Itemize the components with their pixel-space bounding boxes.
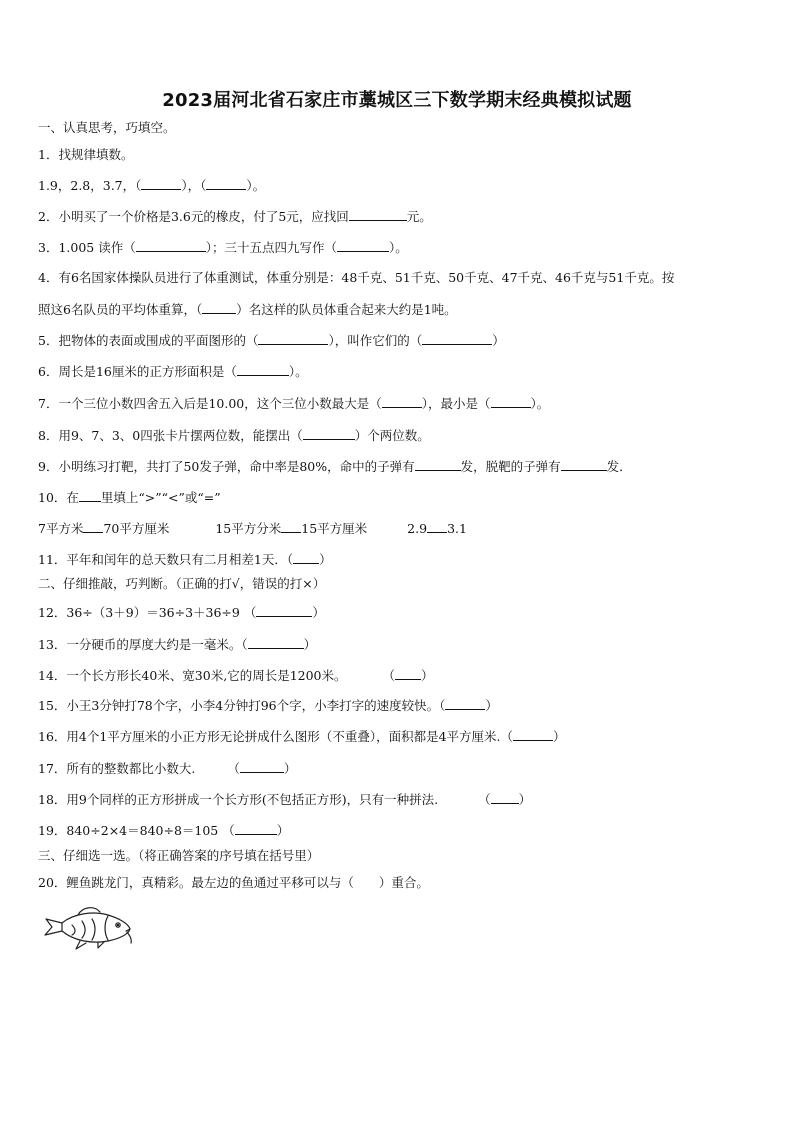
q19-text-1: 19．840÷2×4＝840÷8＝105 （ (38, 823, 235, 838)
q13-blank[interactable] (248, 636, 304, 649)
q16-blank[interactable] (513, 728, 553, 741)
q9-text-2: 发，脱靶的子弹有 (460, 459, 561, 474)
question-14 (38, 667, 434, 684)
q17-text-2: （ (227, 761, 240, 776)
question-16 (38, 728, 566, 745)
q18-text-2: （ (478, 792, 491, 807)
q17-text-3: ） (283, 761, 297, 776)
q1-blank-2[interactable] (206, 177, 246, 190)
q4-blank[interactable] (202, 301, 236, 314)
q13-text-1: 13．一分硬币的厚度大约是一毫米。（ (38, 637, 248, 652)
q10-text-1: 10．在 (38, 490, 79, 505)
question-3 (38, 239, 408, 256)
q14-text-3: ） (421, 668, 434, 683)
q19-blank[interactable] (235, 822, 277, 835)
q8-text-2: ）个两位数。 (354, 428, 430, 443)
q3-blank-2[interactable] (337, 239, 389, 252)
q12-text-2: ） (312, 605, 325, 620)
question-13 (38, 636, 316, 653)
q11-text-2: ） (319, 552, 332, 567)
q19-text-2: ） (276, 823, 290, 838)
q10-blank-2[interactable] (281, 520, 301, 533)
question-1-prompt: 1．找规律填数。 (38, 147, 134, 162)
q12-text-1: 12．36÷（3＋9）＝36÷3＋36÷9 （ (38, 605, 257, 620)
question-8 (38, 427, 430, 444)
question-20: 20．鲤鱼跳龙门，真精彩。最左边的鱼通过平移可以与（ ）重合。 (38, 875, 429, 890)
question-10-items (38, 520, 467, 537)
q10-item-1-right: 70平方厘米 (103, 521, 170, 536)
q1-text-2: ），（ (181, 178, 207, 193)
q9-text-1: 9．小明练习打靶，共打了50发子弹，命中率是80%，命中的子弹有 (38, 459, 415, 474)
q9-text-3: 发． (606, 459, 632, 474)
q5-text-3: ） (492, 333, 505, 348)
question-4-line-2 (38, 301, 457, 318)
question-15 (38, 697, 498, 714)
q2-text-2: 元。 (406, 209, 432, 224)
q9-blank-1[interactable] (415, 458, 461, 471)
q3-text-3: ）。 (388, 240, 408, 255)
q1-text-3: ）。 (246, 178, 266, 193)
q10-item-3-right: 3.1 (447, 521, 467, 536)
question-2 (38, 208, 432, 225)
q10-item-1-left: 7平方米 (38, 521, 84, 536)
q11-text-1: 11．平年和闰年的总天数只有二月相差1天．（ (38, 552, 294, 567)
q16-text-2: ） (553, 729, 566, 744)
question-17 (38, 760, 296, 777)
q15-text-2: ） (485, 698, 498, 713)
q3-blank-1[interactable] (136, 239, 206, 252)
q14-blank[interactable] (395, 667, 421, 680)
q18-text-1: 18．用9个同样的正方形拼成一个长方形(不包括正方形)，只有一种拼法. (38, 792, 439, 807)
section-1-heading: 一、认真思考，巧填空。 (38, 120, 176, 135)
q14-text-2: （ (382, 668, 396, 683)
q10-item-2-right: 15平方厘米 (301, 521, 368, 536)
q15-blank[interactable] (445, 697, 485, 710)
q3-text-1: 3．1.005 读作（ (38, 240, 136, 255)
q7-text-1: 7．一个三位小数四舍五入后是10.00，这个三位小数最大是（ (38, 396, 382, 411)
q12-blank[interactable] (256, 604, 312, 617)
q7-text-3: ）。 (530, 396, 550, 411)
q4-text-2: ）名这样的队员体重合起来大约是1吨。 (236, 302, 457, 317)
q15-text-1: 15．小王3分钟打78个字，小李4分钟打96个字，小李打字的速度较快。（ (38, 698, 446, 713)
q3-text-2: ）；三十五点四九写作（ (205, 240, 337, 255)
q7-blank-2[interactable] (491, 395, 531, 408)
question-11 (38, 551, 332, 568)
q18-blank[interactable] (491, 791, 519, 804)
section-2-heading: 二、仔细推敲，巧判断。（正确的打√，错误的打×） (38, 576, 326, 591)
question-1 (38, 177, 265, 194)
q4-text-1: 照这6名队员的平均体重算，（ (38, 302, 203, 317)
q5-text-2: ），叫作它们的（ (328, 333, 423, 348)
q5-text-1: 5．把物体的表面或围成的平面图形的（ (38, 333, 259, 348)
q17-text-1: 17．所有的整数都比小数大. (38, 761, 196, 776)
q1-blank-1[interactable] (141, 177, 181, 190)
question-4-line-1: 4．有6名国家体操队员进行了体重测试，体重分别是：48千克、51千克、50千克、47千克、46千克与51千克。按 (38, 270, 675, 285)
q10-blank-1[interactable] (83, 520, 103, 533)
q2-blank[interactable] (349, 208, 407, 221)
q17-blank[interactable] (240, 760, 284, 773)
q7-blank-1[interactable] (382, 395, 422, 408)
section-3-heading: 三、仔细选一选。（将正确答案的序号填在括号里） (38, 848, 320, 863)
q10-blank-sample (79, 489, 101, 502)
question-10 (38, 489, 221, 506)
q7-text-2: ），最小是（ (421, 396, 491, 411)
q10-blank-3[interactable] (427, 520, 447, 533)
q6-text-2: ）。 (288, 364, 308, 379)
question-7 (38, 395, 549, 412)
q14-text-1: 14．一个长方形长40米、宽30米,它的周长是1200米。 (38, 668, 347, 683)
q2-text-1: 2．小明买了一个价格是3.6元的橡皮，付了5元，应找回 (38, 209, 349, 224)
q10-text-2: 里填上“>”“<”或“=” (100, 490, 221, 505)
q9-blank-2[interactable] (561, 458, 607, 471)
q10-item-3-left: 2.9 (407, 521, 428, 536)
question-9 (38, 458, 632, 475)
question-19 (38, 822, 289, 839)
q10-item-2-left: 15平方分米 (215, 521, 282, 536)
page-title: 2023届河北省石家庄市藁城区三下数学期末经典模拟试题 (162, 90, 632, 111)
fish-icon (42, 903, 134, 951)
q16-text-1: 16．用4个1平方厘米的小正方形无论拼成什么图形（不重叠），面积都是4平方厘米.（ (38, 729, 513, 744)
question-5 (38, 332, 505, 349)
q5-blank-2[interactable] (422, 332, 492, 345)
question-6 (38, 363, 308, 380)
q13-text-2: ） (303, 637, 317, 652)
q8-text-1: 8．用9、7、3、0四张卡片摆两位数，能摆出（ (38, 428, 303, 443)
question-18 (38, 791, 531, 808)
q5-blank-1[interactable] (258, 332, 328, 345)
q1-text-1: 1.9，2.8，3.7，（ (38, 178, 142, 193)
q8-blank[interactable] (303, 427, 355, 440)
q18-text-3: ） (518, 792, 532, 807)
q6-text-1: 6．周长是16厘米的正方形面积是（ (38, 364, 237, 379)
question-12 (38, 604, 325, 621)
q6-blank[interactable] (237, 363, 289, 376)
q11-blank[interactable] (293, 551, 319, 564)
